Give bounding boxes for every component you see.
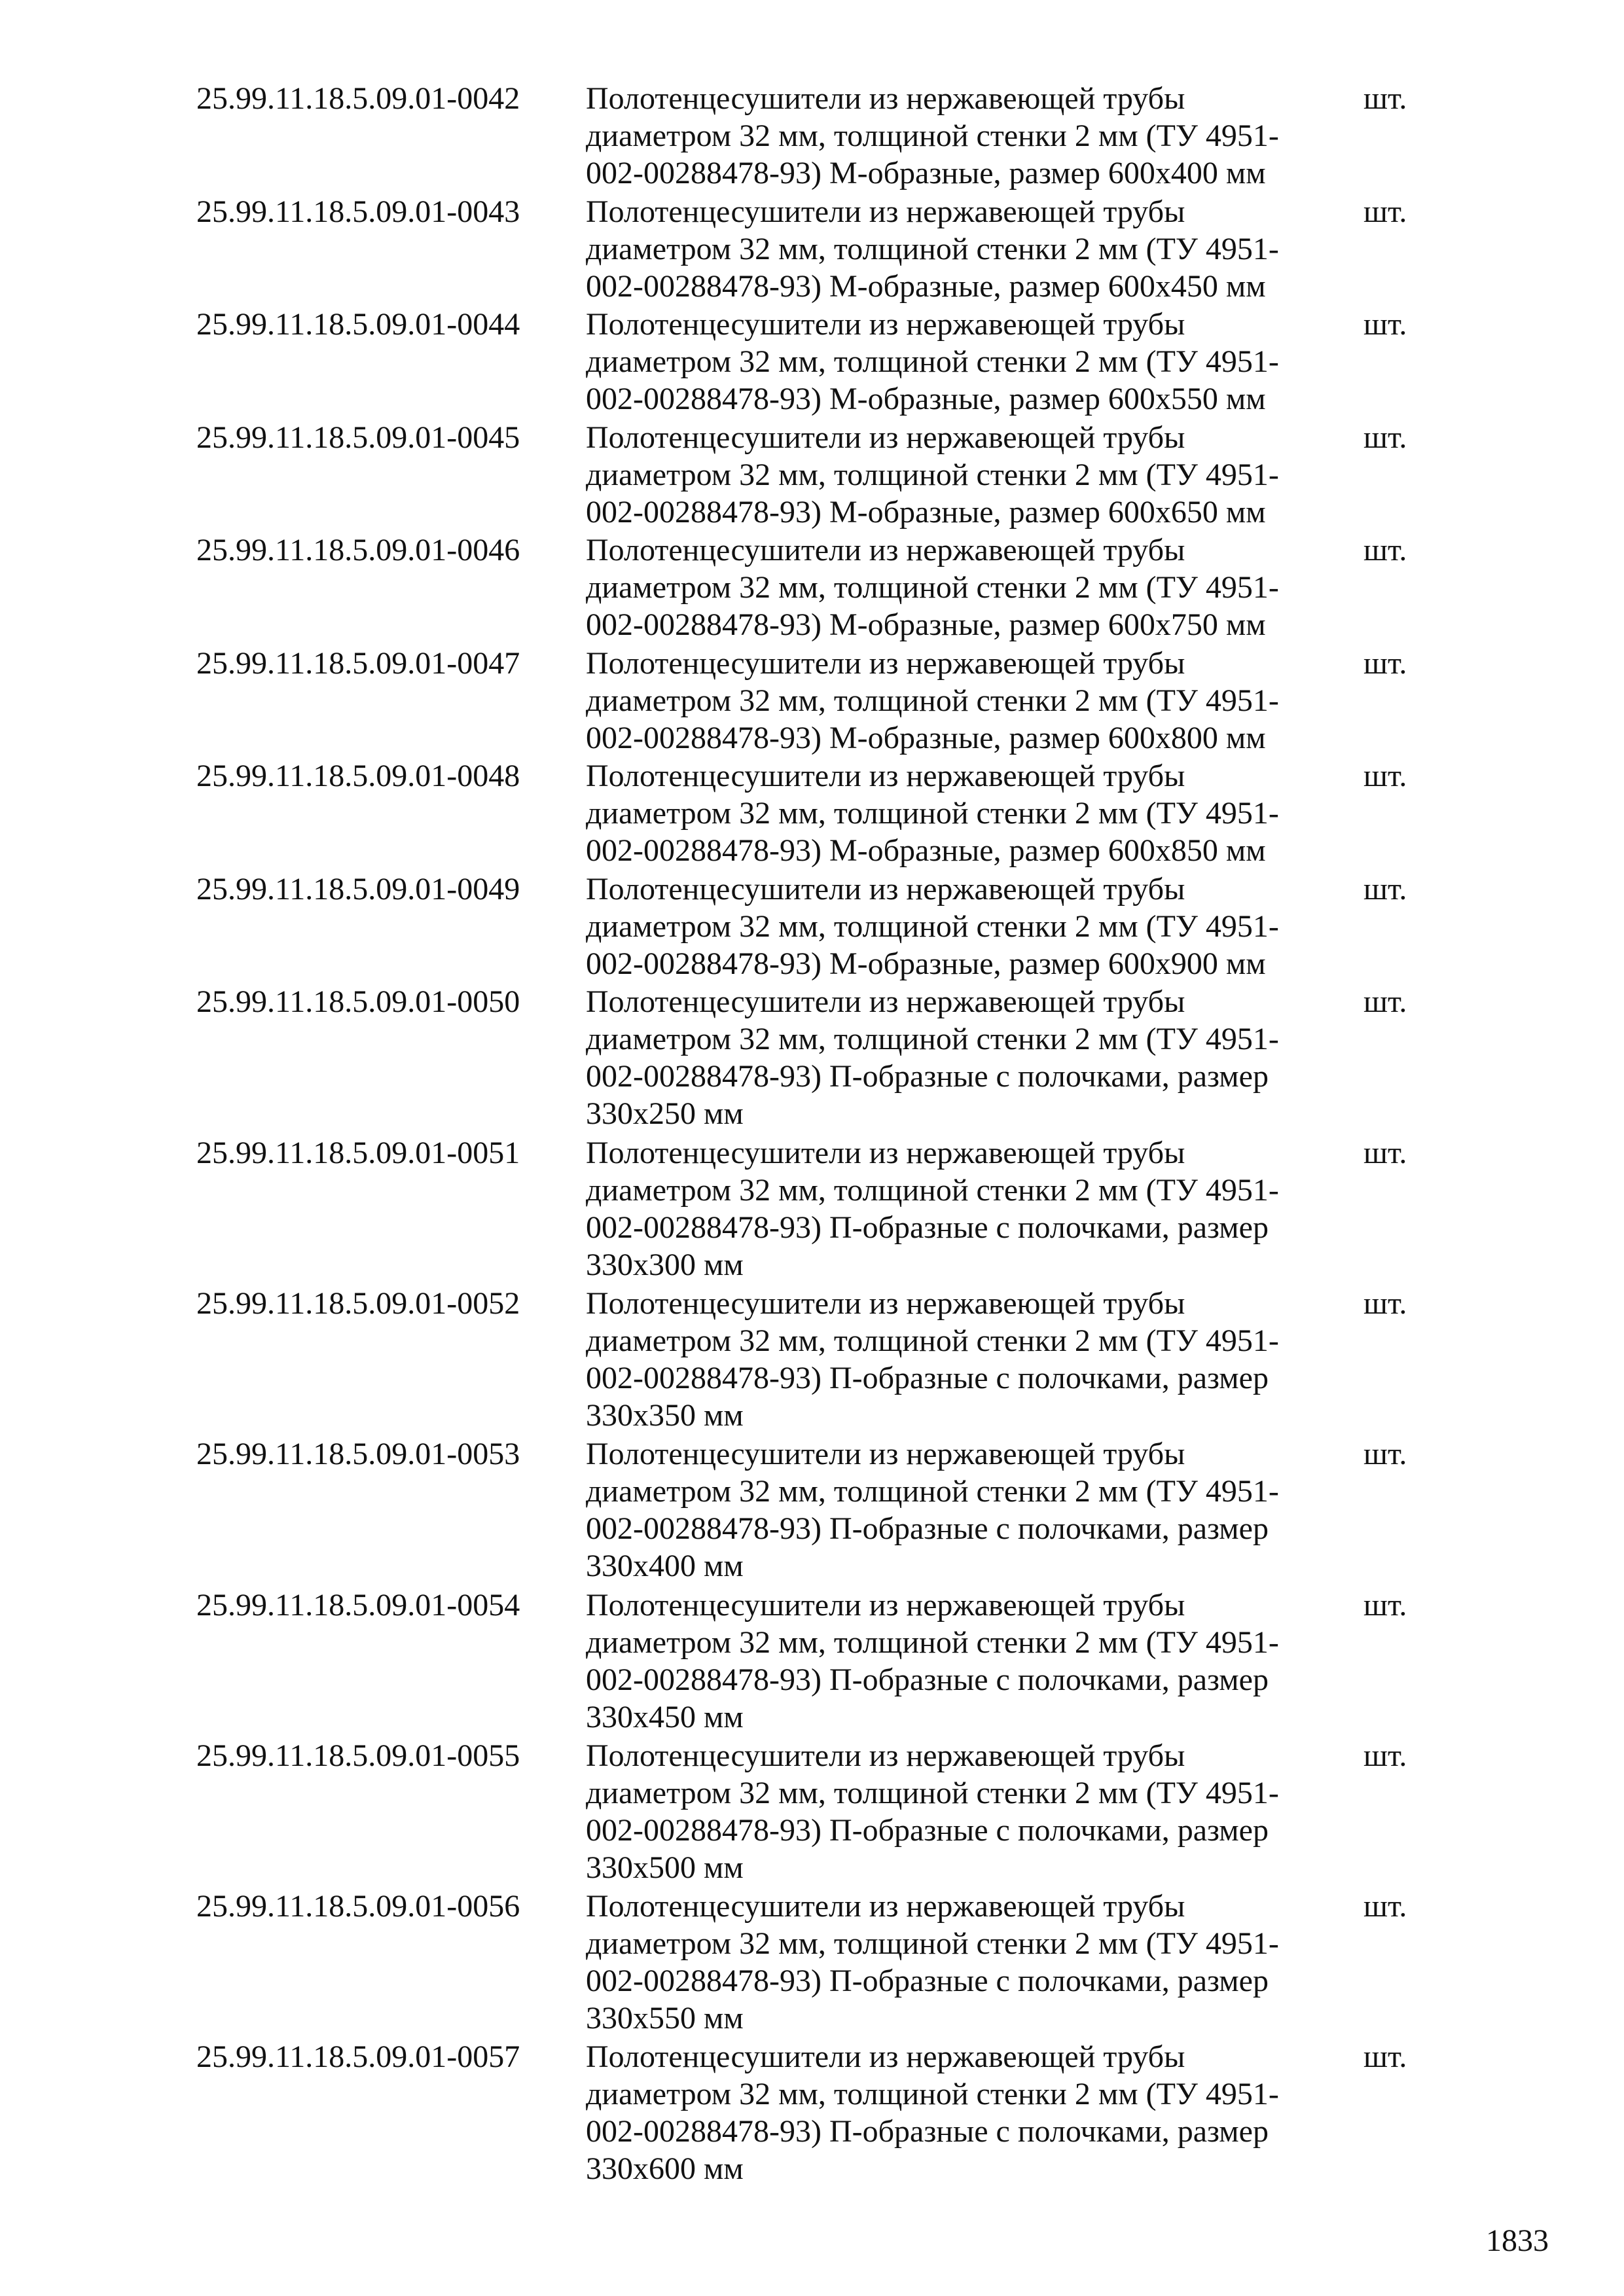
- resource-description: Полотенцесушители из нержавеющей трубы диаметром 32 мм, толщиной стенки 2 мм (ТУ 4951- 002-00288478-93) П-образные с полочками, размер 330х450 мм: [586, 1588, 1279, 1734]
- unit-of-measure: шт.: [1363, 759, 1407, 793]
- unit-of-measure: шт.: [1363, 646, 1407, 681]
- resource-description: Полотенцесушители из нержавеющей трубы диаметром 32 мм, толщиной стенки 2 мм (ТУ 4951- 002-00288478-93) М-образные, размер 600х800 мм: [586, 646, 1279, 755]
- unit-of-measure: шт.: [1363, 1437, 1407, 1471]
- unit-of-measure: шт.: [1363, 1889, 1407, 1924]
- unit-of-measure: шт.: [1363, 2039, 1407, 2074]
- resource-code: 25.99.11.18.5.09.01-0042: [196, 81, 520, 116]
- unit-of-measure: шт.: [1363, 872, 1407, 906]
- resource-code: 25.99.11.18.5.09.01-0048: [196, 759, 520, 793]
- resource-description: Полотенцесушители из нержавеющей трубы диаметром 32 мм, толщиной стенки 2 мм (ТУ 4951- 002-00288478-93) М-образные, размер 600х750 мм: [586, 533, 1279, 642]
- resource-description: Полотенцесушители из нержавеющей трубы диаметром 32 мм, толщиной стенки 2 мм (ТУ 4951- 002-00288478-93) П-образные с полочками, размер 330х500 мм: [586, 1738, 1279, 1885]
- resource-code: 25.99.11.18.5.09.01-0044: [196, 307, 520, 342]
- unit-of-measure: шт.: [1363, 1136, 1407, 1170]
- resource-code: 25.99.11.18.5.09.01-0052: [196, 1286, 520, 1321]
- unit-of-measure: шт.: [1363, 984, 1407, 1019]
- resource-code: 25.99.11.18.5.09.01-0055: [196, 1738, 520, 1773]
- unit-of-measure: шт.: [1363, 533, 1407, 567]
- unit-of-measure: шт.: [1363, 1588, 1407, 1623]
- unit-of-measure: шт.: [1363, 1738, 1407, 1773]
- resource-description: Полотенцесушители из нержавеющей трубы диаметром 32 мм, толщиной стенки 2 мм (ТУ 4951- 002-00288478-93) П-образные с полочками, размер 330х550 мм: [586, 1889, 1279, 2036]
- resource-code: 25.99.11.18.5.09.01-0050: [196, 984, 520, 1019]
- unit-of-measure: шт.: [1363, 420, 1407, 455]
- resource-description: Полотенцесушители из нержавеющей трубы диаметром 32 мм, толщиной стенки 2 мм (ТУ 4951- 002-00288478-93) П-образные с полочками, размер 330х400 мм: [586, 1437, 1279, 1583]
- resource-code: 25.99.11.18.5.09.01-0056: [196, 1889, 520, 1924]
- resource-description: Полотенцесушители из нержавеющей трубы диаметром 32 мм, толщиной стенки 2 мм (ТУ 4951- 002-00288478-93) П-образные с полочками, размер 330х350 мм: [586, 1286, 1279, 1433]
- unit-of-measure: шт.: [1363, 194, 1407, 229]
- unit-of-measure: шт.: [1363, 307, 1407, 342]
- unit-of-measure: шт.: [1363, 1286, 1407, 1321]
- resource-code: 25.99.11.18.5.09.01-0045: [196, 420, 520, 455]
- resource-code: 25.99.11.18.5.09.01-0046: [196, 533, 520, 567]
- resource-code: 25.99.11.18.5.09.01-0047: [196, 646, 520, 681]
- resource-description: Полотенцесушители из нержавеющей трубы диаметром 32 мм, толщиной стенки 2 мм (ТУ 4951- 002-00288478-93) М-образные, размер 600х850 мм: [586, 759, 1279, 868]
- resource-description: Полотенцесушители из нержавеющей трубы диаметром 32 мм, толщиной стенки 2 мм (ТУ 4951- 002-00288478-93) П-образные с полочками, размер 330х250 мм: [586, 984, 1279, 1131]
- resource-description: Полотенцесушители из нержавеющей трубы диаметром 32 мм, толщиной стенки 2 мм (ТУ 4951- 002-00288478-93) М-образные, размер 600х400 мм: [586, 81, 1279, 190]
- resource-description: Полотенцесушители из нержавеющей трубы диаметром 32 мм, толщиной стенки 2 мм (ТУ 4951- 002-00288478-93) М-образные, размер 600х550 мм: [586, 307, 1279, 416]
- unit-of-measure: шт.: [1363, 81, 1407, 116]
- resource-code: 25.99.11.18.5.09.01-0043: [196, 194, 520, 229]
- resource-code: 25.99.11.18.5.09.01-0054: [196, 1588, 520, 1623]
- resource-description: Полотенцесушители из нержавеющей трубы диаметром 32 мм, толщиной стенки 2 мм (ТУ 4951- 002-00288478-93) М-образные, размер 600х900 мм: [586, 872, 1279, 981]
- resource-code: 25.99.11.18.5.09.01-0051: [196, 1136, 520, 1170]
- resource-code: 25.99.11.18.5.09.01-0057: [196, 2039, 520, 2074]
- page-number: 1833: [1486, 2223, 1549, 2258]
- resource-description: Полотенцесушители из нержавеющей трубы диаметром 32 мм, толщиной стенки 2 мм (ТУ 4951- 002-00288478-93) М-образные, размер 600х650 мм: [586, 420, 1279, 529]
- resource-description: Полотенцесушители из нержавеющей трубы диаметром 32 мм, толщиной стенки 2 мм (ТУ 4951- 002-00288478-93) М-образные, размер 600х450 мм: [586, 194, 1279, 304]
- resource-code: 25.99.11.18.5.09.01-0049: [196, 872, 520, 906]
- resource-code: 25.99.11.18.5.09.01-0053: [196, 1437, 520, 1471]
- resource-description: Полотенцесушители из нержавеющей трубы диаметром 32 мм, толщиной стенки 2 мм (ТУ 4951- 002-00288478-93) П-образные с полочками, размер 330х300 мм: [586, 1136, 1279, 1282]
- resource-description: Полотенцесушители из нержавеющей трубы диаметром 32 мм, толщиной стенки 2 мм (ТУ 4951- 002-00288478-93) П-образные с полочками, размер 330х600 мм: [586, 2039, 1279, 2186]
